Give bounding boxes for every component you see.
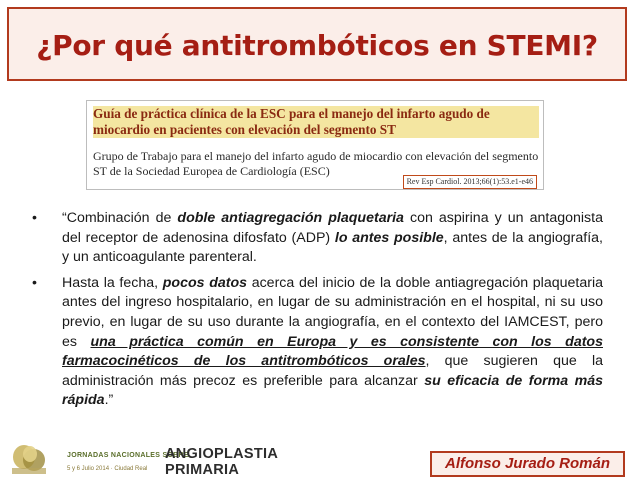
bullet-text: .” <box>104 392 114 409</box>
bullet-item <box>32 274 603 411</box>
reference-title: Guía de práctica clínica de la ESC para el manejo del infarto agudo de miocardio en pacientes con elevación del segmento ST <box>93 106 539 138</box>
author-label: Alfonso Jurado Román <box>430 451 625 477</box>
bullet-text: , que sugieren que la administración más precoz es preferible para alcanzar <box>62 353 603 389</box>
reference-citation: Rev Esp Cardiol. 2013;66(1):53.e1-e46 <box>403 175 537 189</box>
conference-subtitle: JORNADAS NACIONALES SOBRE <box>67 452 189 459</box>
slide-title: ¿Por qué antitrombóticos en STEMI? <box>36 29 598 62</box>
conference-date: 5 y 6 Julio 2014 · Ciudad Real <box>67 466 148 472</box>
bullet-text: , antes de la angiografía, y un anticoagulante parenteral. <box>62 229 603 266</box>
reference-clipping <box>86 100 544 190</box>
reference-group: Grupo de Trabajo para el manejo del infarto agudo de miocardio con elevación del segmento ST de la Sociedad Europea de Cardiología (ESC) <box>93 149 539 178</box>
bullet-text: “Combinación de <box>62 210 178 226</box>
bullet-marker: • <box>32 274 37 291</box>
bullet-item <box>32 209 603 268</box>
bullet-emphasis: doble antiagregación plaquetaria <box>177 210 404 226</box>
slide-title-box <box>7 7 627 81</box>
bullet-emphasis: una práctica común en Europa y es consistente con los datos farmacocinéticos de los antitrombóticos orales <box>62 333 603 370</box>
bullet-text: Hasta la fecha, <box>62 274 163 291</box>
bullet-list <box>32 209 603 417</box>
bullet-marker: • <box>32 210 37 226</box>
bullet-emphasis: su eficacia de forma más rápida <box>62 372 603 409</box>
bullet-text: acerca del inicio de la doble antiagregación plaquetaria antes del ingreso hospitalario, en lugar de su administración en el hospital, ni su uso previo, en lugar de su uso durante la angiografía, en el contexto del IAMCEST, pero es <box>62 274 603 350</box>
bullet-text: con aspirina y un antagonista del receptor de adenosina difosfato (ADP) <box>62 210 603 246</box>
conference-title: ANGIOPLASTIA PRIMARIA <box>165 446 278 478</box>
bullet-emphasis: pocos datos <box>162 274 248 291</box>
conference-emblem-icon <box>10 442 50 476</box>
conference-logo <box>7 440 317 477</box>
bullet-emphasis: lo antes posible <box>334 229 444 246</box>
